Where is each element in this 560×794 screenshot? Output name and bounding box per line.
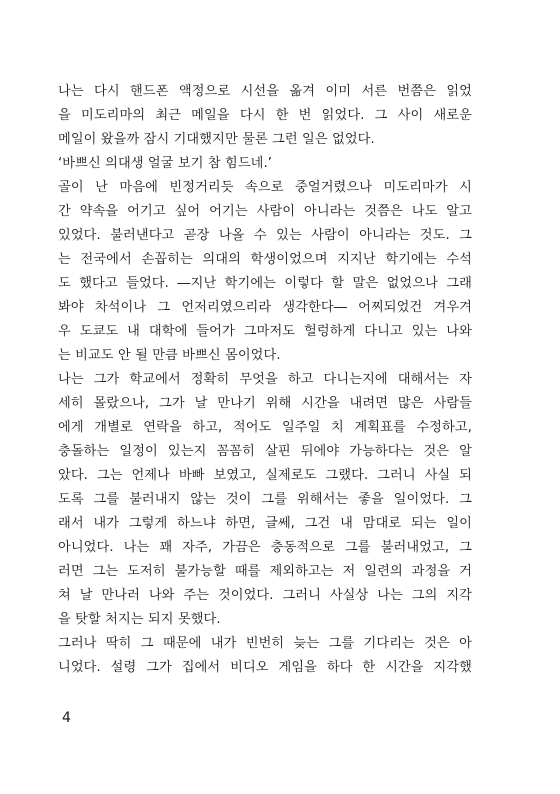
- text-line: 았다. 그는 언제나 바빠 보였고, 실제로도 그랬다. 그러니 사실 되: [58, 468, 472, 483]
- text-line: 을 탓할 처지는 되지 못했다.: [58, 612, 221, 627]
- page-number: 4: [62, 710, 71, 726]
- text-line: 간 약속을 어기고 싶어 어기는 사람이 아니라는 것쯤은 나도 알고: [58, 204, 472, 219]
- text-line: 니었다. 설령 그가 집에서 비디오 게임을 하다 한 시간을 지각했: [58, 660, 472, 675]
- text-line: 아니었다. 나는 꽤 자주, 가끔은 충동적으로 그를 불러내었고, 그: [58, 540, 472, 555]
- text-line: 러면 그는 도저히 불가능할 때를 제외하고는 저 일련의 과정을 거: [58, 564, 472, 579]
- text-line: 을 미도리마의 최근 메일을 다시 한 번 읽었다. 그 사이 새로운: [58, 108, 472, 123]
- text-line: 있었다. 불러낸다고 곧장 나올 수 있는 사람이 아니라는 것도. 그: [58, 228, 472, 243]
- text-line: 봐야 차석이나 그 언저리였으리라 생각한다― 어찌되었건 겨우겨: [58, 300, 472, 315]
- text-line: 충돌하는 일정이 있는지 꼼꼼히 살핀 뒤에야 가능하다는 것은 알: [58, 444, 472, 459]
- text-line: 도록 그를 불러내지 않는 것이 그를 위해서는 좋을 일이었다. 그: [58, 492, 472, 507]
- text-line: 메일이 왔을까 잠시 기대했지만 물론 그런 일은 없었다.: [58, 132, 375, 147]
- text-line: 에게 개별로 연락을 하고, 적어도 일주일 치 계획표를 수정하고,: [58, 420, 472, 435]
- text-line: 나는 그가 학교에서 정확히 무엇을 하고 다니는지에 대해서는 자: [58, 372, 472, 387]
- text-line: 는 전국에서 손꼽히는 의대의 학생이었으며 지지난 학기에는 수석: [58, 252, 472, 267]
- text-line: 는 비교도 안 될 만큼 바쁘신 몸이었다.: [58, 348, 281, 363]
- text-line: 골이 난 마음에 빈정거리듯 속으로 중얼거렸으나 미도리마가 시: [58, 180, 472, 195]
- text-line: 그러나 딱히 그 때문에 내가 빈번히 늦는 그를 기다리는 것은 아: [58, 636, 472, 651]
- text-line: ‘바쁘신 의대생 얼굴 보기 참 힘드네.’: [58, 156, 273, 171]
- text-line: 래서 내가 그렇게 하느냐 하면, 글쎄, 그건 내 맘대로 되는 일이: [58, 516, 472, 531]
- text-line: 쳐 날 만나러 나와 주는 것이었다. 그러니 사실상 나는 그의 지각: [58, 588, 472, 603]
- text-line: 우 도쿄도 내 대학에 들어가 그마저도 헐렁하게 다니고 있는 나와: [58, 324, 472, 339]
- text-line: 나는 다시 핸드폰 액정으로 시선을 옮겨 이미 서른 번쯤은 읽었: [58, 84, 472, 99]
- text-line: 세히 몰랐으나, 그가 날 만나기 위해 시간을 내려면 많은 사람들: [58, 396, 472, 411]
- text-line: 도 했다고 들었다. ―지난 학기에는 이렇다 할 말은 없었으나 그래: [58, 276, 472, 291]
